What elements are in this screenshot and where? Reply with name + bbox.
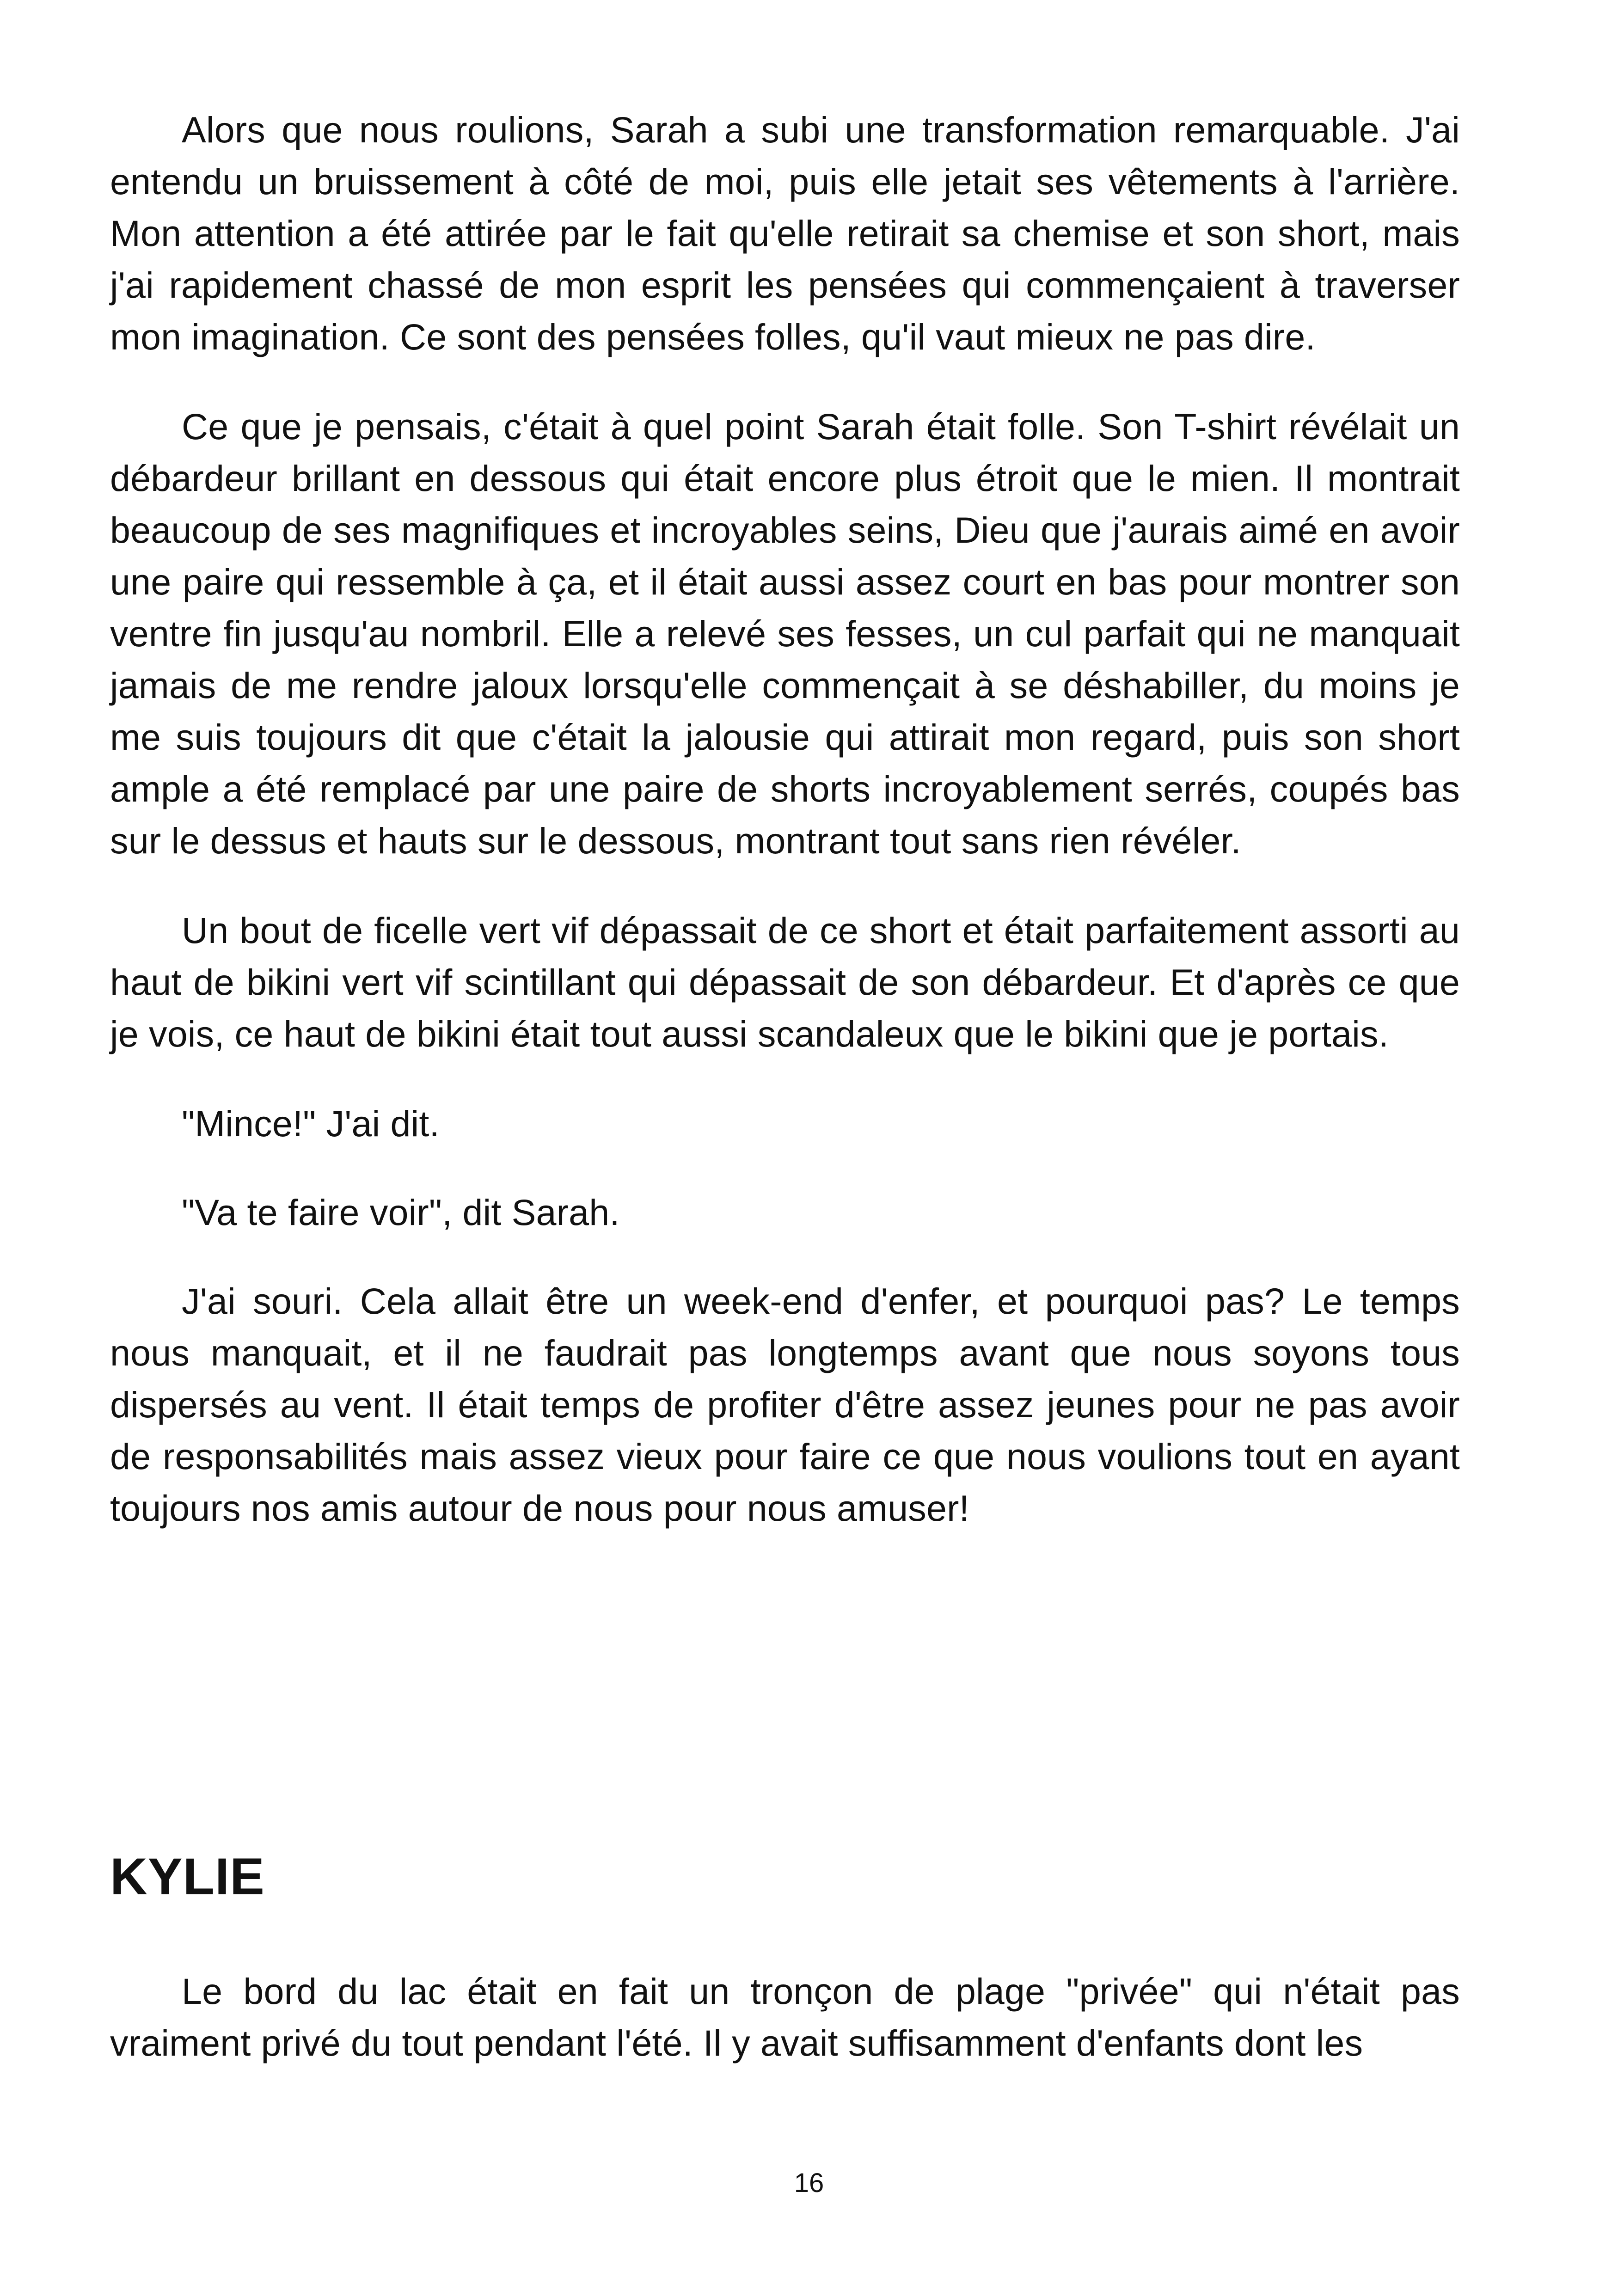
paragraph: J'ai souri. Cela allait être un week-end d'enfer, et pourquoi pas? Le temps nous manquait, et il ne faudrait pas longtemps avant que nous soyons tous dispersés au vent. Il était temps de profiter d'être assez jeunes pour ne pas avoir de responsabilités mais assez vieux pour faire ce que nous voulions tout en ayant toujours nos amis autour de nous pour nous amuser! <box>110 1280 1460 1529</box>
paragraph: Un bout de ficelle vert vif dépassait de ce short et était parfaitement assorti au haut de bikini vert vif scintillant qui dépassait de son débardeur. Et d'après ce que je vois, ce haut de bikini était tout aussi scandaleux que le bikini que je portais. <box>110 910 1460 1054</box>
page-number: 16 <box>794 2168 824 2198</box>
dialogue-line: "Va te faire voir", dit Sarah. <box>182 1192 620 1233</box>
paragraph: Le bord du lac était en fait un tronçon de plage "privée" qui n'était pas vraiment privé du tout pendant l'été. Il y avait suffisamment d'enfants dont les <box>110 1971 1460 2063</box>
paragraph: Alors que nous roulions, Sarah a subi une transformation remarquable. J'ai entendu un bruissement à côté de moi, puis elle jetait ses vêtements à l'arrière. Mon attention a été attirée par le fait qu'elle retirait sa chemise et son short, mais j'ai rapidement chassé de mon esprit les pensées qui commençaient à traverser mon imagination. Ce sont des pensées folles, qu'il vaut mieux ne pas dire. <box>110 109 1460 357</box>
body-text <box>110 104 1460 1572</box>
chapter-body-text <box>110 1965 1460 2107</box>
paragraph: Ce que je pensais, c'était à quel point Sarah était folle. Son T-shirt révélait un débardeur brillant en dessous qui était encore plus étroit que le mien. Il montrait beaucoup de ses magnifiques et incroyables seins, Dieu que j'aurais aimé en avoir une paire qui ressemble à ça, et il était aussi assez court en bas pour montrer son ventre fin jusqu'au nombril. Elle a relevé ses fesses, un cul parfait qui ne manquait jamais de me rendre jaloux lorsqu'elle commençait à se déshabiller, du moins je me suis toujours dit que c'était la jalousie qui attirait mon regard, puis son short ample a été remplacé par une paire de shorts incroyablement serrés, coupés bas sur le dessus et hauts sur le dessous, montrant tout sans rien révéler. <box>110 406 1460 861</box>
chapter-heading: KYLIE <box>110 1848 265 1905</box>
dialogue-line: "Mince!" J'ai dit. <box>182 1103 440 1144</box>
